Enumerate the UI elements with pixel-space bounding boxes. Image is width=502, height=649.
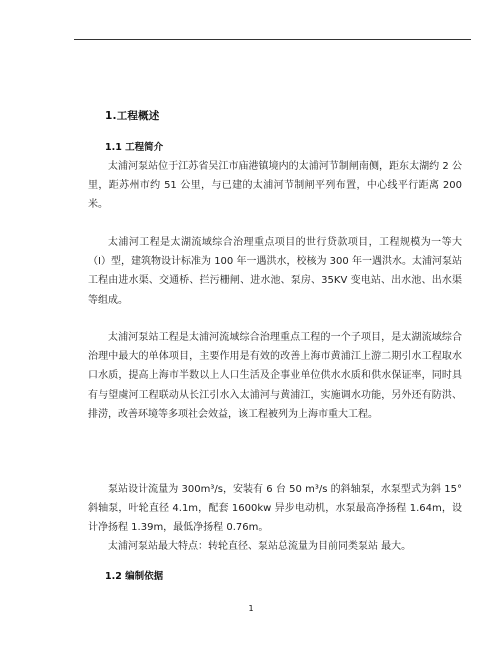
paragraph-pump-specs: 泵站设计流量为 300m³/s，安装有 6 台 50 m³/s 的斜轴泵，水泵型式为斜 15° 斜轴泵，叶轮直径 4.1m，配套 1600kw 异步电动机，水泵最高净扬程 1.64m，设计净扬程 1.39m，最低净扬程 0.76m。 (88, 484, 462, 534)
header-rule (74, 39, 471, 40)
page-number: 1 (248, 604, 254, 613)
section-title: 1.工程概述 (105, 110, 160, 122)
paragraph-purpose: 太浦河泵站工程是太浦河流域综合治理重点工程的一个子项目，是太湖流域综合治理中最大的单体项目，主要作用是有效的改善上海市黄浦江上游二期引水工程取水口水质，提高上海市半数以上人口生活及企事业单位供水水质和供水保证率，同时具有与望虞河工程联动从长江引水入太浦河与黄浦江，实施调水功能，另外还有防洪、排涝，改善环境等多项社会效益，该工程被列为上海市重大工程。 (88, 332, 462, 420)
subsection-title-basis: 1.2 编制依据 (105, 571, 164, 582)
paragraph-features: 太浦河泵站最大特点：转轮直径、泵站总流量为目前同类泵站 最大。 (108, 541, 412, 552)
paragraph-location: 太浦河泵站位于江苏省吴江市庙港镇境内的太浦河节制闸南侧，距东太湖约 2 公里，距苏州市约 51 公里，与已建的太浦河节制闸平列布置，中心线平行距离 200 米。 (88, 161, 462, 211)
subsection-title-overview: 1.1 工程简介 (105, 142, 164, 153)
paragraph-project-scale: 太浦河工程是太湖流域综合治理重点项目的世行贷款项目，工程规模为一等大（Ⅰ）型，建筑物设计标准为 100 年一遇洪水，校核为 300 年一遇洪水。太浦河泵站工程由进水渠、交通桥、拦污栅闸、进水池、泵房、35KV 变电站、出水池、出水渠等组成。 (88, 237, 462, 306)
